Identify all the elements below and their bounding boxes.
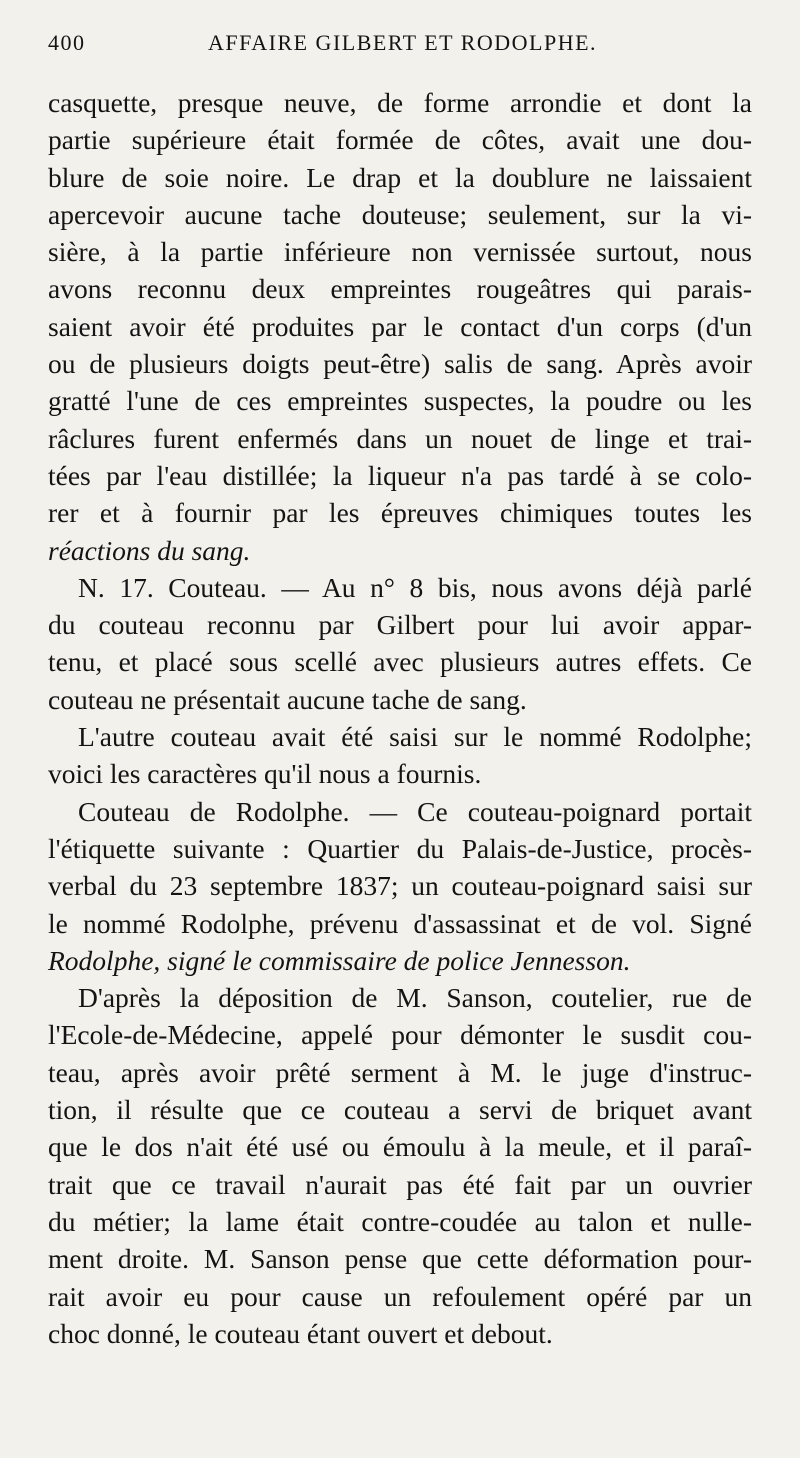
text-line: râclures furent enfermés dans un nouet de linge et trai-: [48, 422, 752, 454]
text-line: tion, il résulte que ce couteau a servi de briquet avant: [48, 1094, 752, 1126]
text-line: que le dos n'ait été usé ou émoulu à la meule, et il paraî-: [48, 1131, 752, 1163]
text-line: ment droite. M. Sanson pense que cette déformation pour-: [48, 1243, 752, 1275]
text-line: trait que ce travail n'aurait pas été fait par un ouvrier: [48, 1168, 752, 1200]
text-line: casquette, presque neuve, de forme arrondie et dont la: [48, 87, 752, 118]
text-line: rer et à fournir par les épreuves chimiques toutes les: [48, 497, 752, 529]
text-line: réactions du sang.: [48, 534, 251, 566]
text-line: Rodolphe, signé le commissaire de police Jennesson.: [48, 944, 631, 976]
text-line: gratté l'une de ces empreintes suspectes, la poudre ou les: [48, 385, 752, 417]
text-line: apercevoir aucune tache douteuse; seulement, sur la vi-: [48, 198, 752, 230]
text-line: couteau ne présentait aucune tache de sang.: [48, 683, 527, 715]
body-text: [48, 84, 752, 1352]
text-line: blure de soie noire. Le drap et la doublure ne laissaient: [48, 161, 752, 193]
text-line: ou de plusieurs doigts peut-être) salis de sang. Après avoir: [48, 348, 752, 380]
text-line: du métier; la lame était contre-coudée au talon et nulle-: [48, 1205, 752, 1237]
text-line: Couteau de Rodolphe. — Ce couteau-poignard portait: [78, 795, 752, 827]
text-line: sière, à la partie inférieure non vernissée surtout, nous: [48, 236, 752, 268]
running-title: AFFAIRE GILBERT ET RODOLPHE.: [208, 30, 598, 55]
page-number: 400: [48, 30, 86, 55]
text-line: tées par l'eau distillée; la liqueur n'a pas tardé à se colo-: [48, 459, 752, 491]
text-line: voici les caractères qu'il nous a fournis.: [48, 758, 482, 790]
text-line: l'étiquette suivante : Quartier du Palais-de-Justice, procès-: [48, 832, 752, 864]
page-header: [48, 30, 752, 72]
text-line: du couteau reconnu par Gilbert pour lui avoir appar-: [48, 609, 752, 641]
text-line: L'autre couteau avait été saisi sur le nommé Rodolphe;: [78, 721, 752, 753]
text-line: choc donné, le couteau étant ouvert et debout.: [48, 1317, 553, 1349]
text-line: verbal du 23 septembre 1837; un couteau-poignard saisi sur: [48, 870, 752, 902]
text-line: avons reconnu deux empreintes rougeâtres qui parais-: [48, 273, 752, 305]
text-line: rait avoir eu pour cause un refoulement opéré par un: [48, 1280, 752, 1312]
text-line: partie supérieure était formée de côtes, avait une dou-: [48, 124, 752, 156]
text-line: teau, après avoir prêté serment à M. le juge d'instruc-: [48, 1056, 752, 1088]
text-line: le nommé Rodolphe, prévenu d'assassinat et de vol. Signé: [48, 907, 752, 939]
text-line: saient avoir été produites par le contact d'un corps (d'un: [48, 310, 752, 342]
text-line: N. 17. Couteau. — Au n° 8 bis, nous avons déjà parlé: [78, 571, 752, 603]
text-line: D'après la déposition de M. Sanson, coutelier, rue de: [78, 982, 752, 1014]
text-line: tenu, et placé sous scellé avec plusieurs autres effets. Ce: [48, 646, 752, 678]
text-line: l'Ecole-de-Médecine, appelé pour démonter le susdit cou-: [48, 1019, 752, 1051]
